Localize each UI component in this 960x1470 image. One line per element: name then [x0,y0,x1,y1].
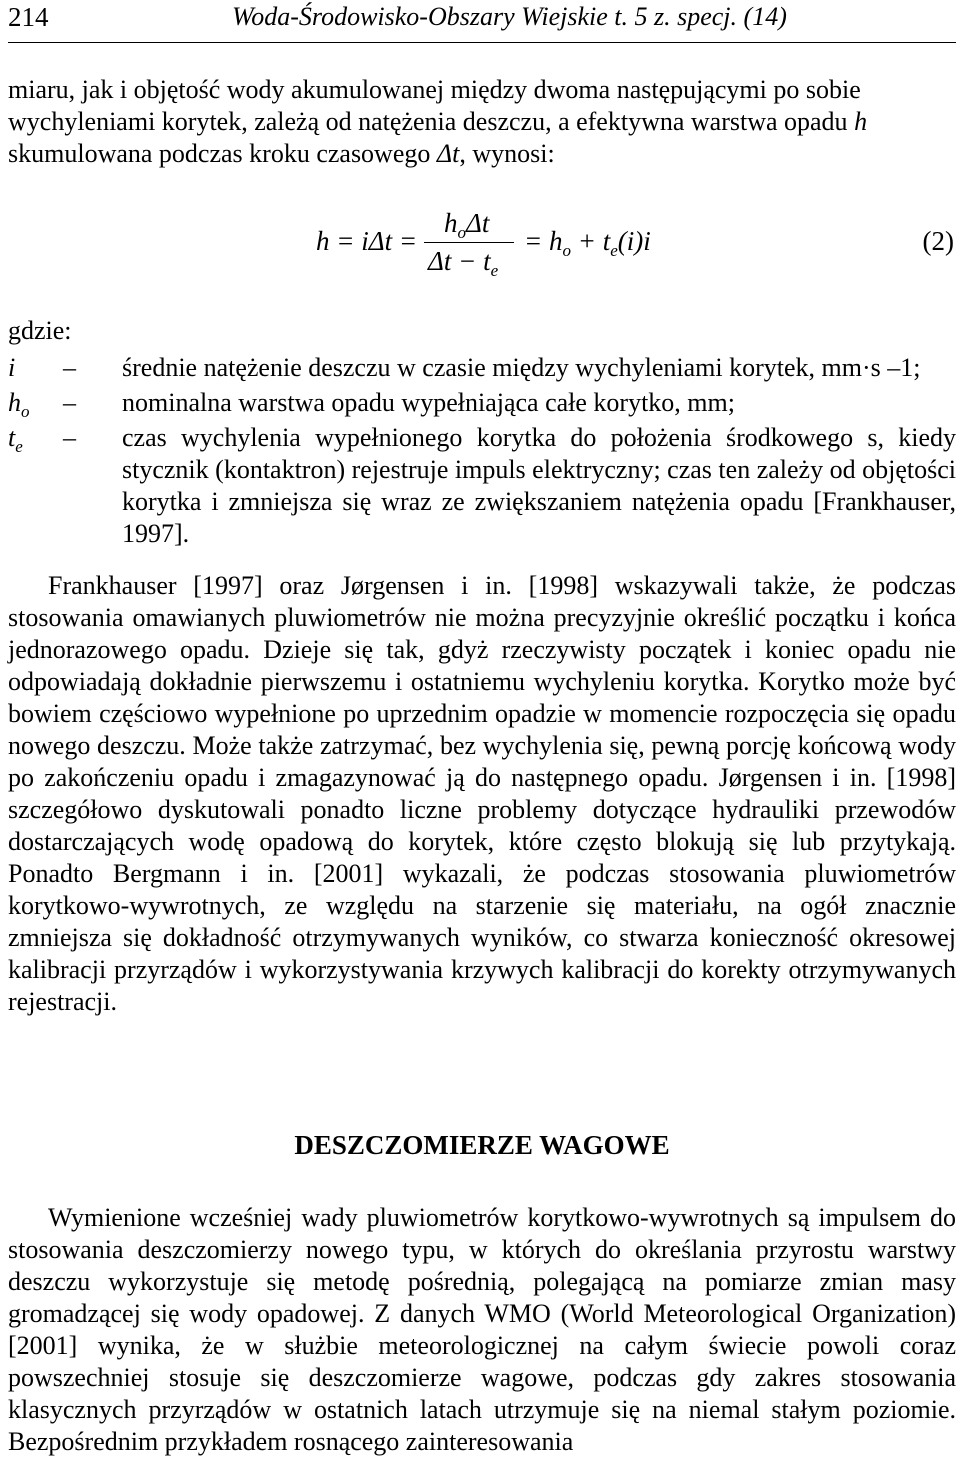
definition-dash: – [63,423,76,452]
equation-rhs: = $h_o + t_e(i)i$ [524,226,651,260]
definition-symbol: i [8,353,16,382]
equation-denominator: $\Delta t - t_e$ [428,246,499,280]
page-number: 214 [8,2,49,32]
definition-dash: – [63,353,76,382]
section-paragraph: Wymienione wcześniej wady pluwiometrów korytkowo-wywrotnych są impulsem do stosowania deszczomierzy nowego typu, w których do określania przyrostu warstwy deszczu wykorzystuje się metodę pośrednią, polegającą na pomiarze zmian masy gromadzącej się wody opadowej. Z danych WMO (World Meteorological Organization) [2001] wynika, że w służbie meteorologicznej na całym świecie powoli coraz powszechniej stosuje się deszczomierze wagowe, podczas gdy zakres stosowania klasycznych przyrządów w ostatnich latach utrzymuje się na niemal stałym poziomie. Bezpośrednim przykładem rosnącego zainteresowania [8,1203,956,1456]
journal-title: Woda-Środowisko-Obszary Wiejskie t. 5 z. specj. (14) [232,2,787,31]
where-label: gdzie: [8,316,72,345]
equation-2 [8,200,956,288]
definition-i [8,352,956,384]
definition-text: nominalna warstwa opadu wypełniająca całe korytko, mm; [122,388,735,417]
equation-body [316,200,656,288]
symbol-h: h [854,107,868,136]
definition-symbol: $h_o$ [8,388,30,421]
definition-dash: – [63,388,76,417]
intro-line-3: skumulowana podczas kroku czasowego [8,139,437,168]
definition-te [8,422,956,562]
equation-lhs: h = iΔt = [316,226,418,256]
definition-text: czas wychylenia wypełnionego korytka do położenia środkowego s, kiedy stycznik (kontaktron) rejestruje impuls elektryczny; czas ten zależy od objętości korytka i zmniejsza się wraz ze zwiększaniem natężenia opadu [Frankhauser, 1997]. [122,423,956,548]
equation-number: (2) [922,226,954,256]
intro-line-2: wychyleniami korytek, zależą od natężenia deszczu, a efektywna warstwa opadu [8,107,855,136]
section-heading: DESZCZOMIERZE WAGOWE [294,1130,670,1160]
equation-numerator: $h_o\Delta t$ [444,208,490,242]
body-paragraph: Frankhauser [1997] oraz Jørgensen i in. [1998] wskazywali także, że podczas stosowania omawianych pluwiometrów nie można precyzyjnie określić początku i końca jednorazowego opadu. Dzieje się tak, gdyż rzeczywisty początek i koniec opadu nie odpowiadają dokładnie pierwszemu i ostatniemu wychyleniu korytka. Korytko może być bowiem częściowo wypełnione po uprzednim opadzie w momencie rozpoczęcia się opadu nowego deszczu. Może także zatrzymać, bez wychylenia się, pewną porcję końcową wody po zakończeniu opadu i zmagazynować ją do następnego opadu. Jørgensen i in. [1998] szczegółowo dyskutowali ponadto liczne problemy dotyczące hydrauliki przewodów dostarczających wodę opadową do korytek, które często blokują się lub przytykają. Ponadto Bergmann i in. [2001] wykazali, że podczas stosowania pluwiometrów korytkowo-wywrotnych, ze względu na starzenie się materiału, na ogół znacznie zmniejsza się dokładność otrzymywanych wyników, co stwarza konieczność okresowej kalibracji przyrządów i wykorzystywania krzywych kalibracji do korekty otrzymywanych rejestracji. [8,571,956,1016]
definition-ho [8,387,956,419]
running-header [8,0,956,43]
symbol-delta-t: Δt [436,139,460,168]
intro-line-1: miaru, jak i objętość wody akumulowanej między dwoma następującymi po sobie [8,75,861,104]
intro-paragraph [8,74,956,170]
definition-symbol: $t_e$ [8,423,23,456]
fraction-bar [424,242,514,243]
intro-line-3-tail: , wynosi: [459,139,555,168]
definition-text: średnie natężenie deszczu w czasie między wychyleniami korytek, mm·s –1; [122,353,921,382]
